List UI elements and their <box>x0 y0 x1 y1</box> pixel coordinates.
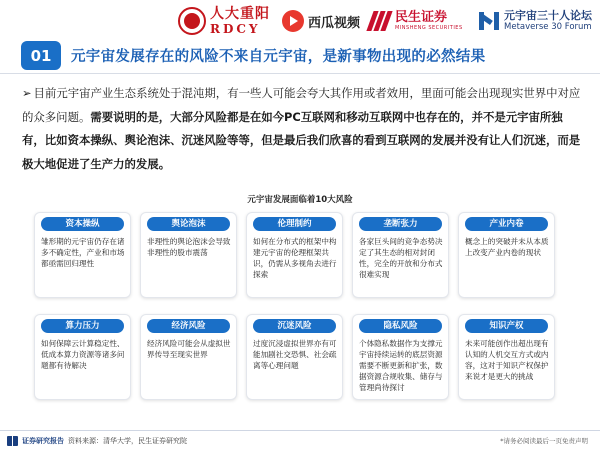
risk-card-title: 沉迷风险 <box>253 319 336 333</box>
minsheng-logo <box>366 4 466 38</box>
risk-card-intellectual-property <box>458 314 555 400</box>
page-footer <box>0 430 600 450</box>
risk-card-addiction <box>246 314 343 400</box>
minsheng-stripes-icon <box>366 9 392 33</box>
risk-card-computing-pressure <box>34 314 131 400</box>
risk-card-capital-manipulation <box>34 212 131 298</box>
minsheng-logo-en: MINSHENG SECURITIES <box>395 25 463 31</box>
risk-card-title: 伦理制约 <box>253 217 336 231</box>
intro-text: 目前元宇宙产业生态系统处于混沌期，有一些人可能会夸大其作用或者效用，里面可能会出现现实世界中对应的众多问题。 <box>22 86 581 124</box>
section-number-badge: 01 <box>21 41 61 70</box>
metaverse-m-icon <box>478 10 500 32</box>
xigua-logo <box>282 4 362 38</box>
page-title: 元宇宙发展存在的风险不来自元宇宙，是新事物出现的必然结果 <box>71 49 486 65</box>
footer-source: 资料来源：清华大学，民生证券研究院 <box>68 437 187 445</box>
rdcy-logo <box>178 4 278 38</box>
metaverse30-logo-cn: 元宇宙三十人论坛 <box>504 9 592 23</box>
risk-card-title: 隐私风险 <box>359 319 442 333</box>
risk-card-privacy <box>352 314 449 400</box>
risk-card-economic <box>140 314 237 400</box>
risk-card-public-opinion-bubble <box>140 212 237 298</box>
risk-card-desc: 如何保障云计算稳定性、低成本算力资源等诸多问题都有待解决 <box>41 339 125 370</box>
risk-card-desc: 非理性的舆论泡沫会导致非理性的股市震荡 <box>147 237 231 257</box>
bullet-arrow-icon: ➢ <box>22 86 32 100</box>
metaverse30-logo-en: Metaverse 30 Forum <box>504 22 592 33</box>
rdcy-seal-icon <box>178 7 206 35</box>
intro-paragraph <box>22 82 582 176</box>
minsheng-logo-cn: 民生证券 <box>395 10 448 25</box>
risk-card-desc: 如何在分布式的框架中构建元宇宙的伦理框架共识，仍需从多视角去进行探索 <box>253 237 337 279</box>
risk-card-desc: 雏形期的元宇宙仍存在诸多不确定性，产业和市场都亟需回归理性 <box>41 237 125 268</box>
emphasis-text: 需要说明的是，大部分风险都是在如今PC互联网和移动互联网中也存在的，并不是元宇宙所独有，比如资本操纵、舆论泡沫、沉迷风险等等，但是最后我们欣喜的看到互联网的发展并没有让人们沉迷，而是极大地促进了生产力的发展。 <box>22 109 581 171</box>
risk-card-desc: 经济风险可能会从虚拟世界传导至现实世界 <box>147 339 231 359</box>
risk-card-desc: 概念上的突破并未从本质上改变产业内卷的现状 <box>465 237 549 257</box>
risks-heading: 元宇宙发展面临着10大风险 <box>247 195 353 205</box>
risk-card-title: 算力压力 <box>41 319 124 333</box>
risk-card-desc: 过度沉浸虚拟世界亦有可能加剧社交恐惧、社会疏离等心理问题 <box>253 339 337 370</box>
footer-brand: 证券研究报告 <box>22 437 64 445</box>
risk-card-desc: 未来可能创作出超出现有认知的人机交互方式或内容，这对于知识产权保护来说才是更大的挑战 <box>465 339 549 381</box>
risk-card-monopoly <box>352 212 449 298</box>
title-divider <box>0 73 600 74</box>
risk-card-title: 垄断张力 <box>359 217 442 231</box>
rdcy-logo-en: RDCY <box>210 22 261 36</box>
risk-card-title: 舆论泡沫 <box>147 217 230 231</box>
risk-card-title: 产业内卷 <box>465 217 548 231</box>
logo-bar <box>0 0 600 40</box>
risk-card-title: 资本操纵 <box>41 217 124 231</box>
footer-disclaimer: *请务必阅读最后一页免责声明 <box>500 437 588 445</box>
risk-card-title: 经济风险 <box>147 319 230 333</box>
risk-card-desc: 各家巨头间的竞争态势决定了其生态的相对封闭性，完全的开放和分布式很难实现 <box>359 237 443 279</box>
risk-card-title: 知识产权 <box>465 319 548 333</box>
report-book-icon <box>7 436 18 446</box>
metaverse30-logo <box>478 4 600 38</box>
risk-card-industry-involution <box>458 212 555 298</box>
rdcy-logo-cn: 人大重阳 <box>210 6 270 22</box>
xigua-logo-text: 西瓜视频 <box>308 15 361 31</box>
section-title-bar <box>21 41 581 70</box>
risk-card-ethics <box>246 212 343 298</box>
risk-card-desc: 个体隐私数据作为支撑元宇宙持续运转的底层资源需要不断更新和扩张，数据资源合规收集、储存与管理尚待探讨 <box>359 339 443 392</box>
xigua-play-icon <box>282 10 304 32</box>
